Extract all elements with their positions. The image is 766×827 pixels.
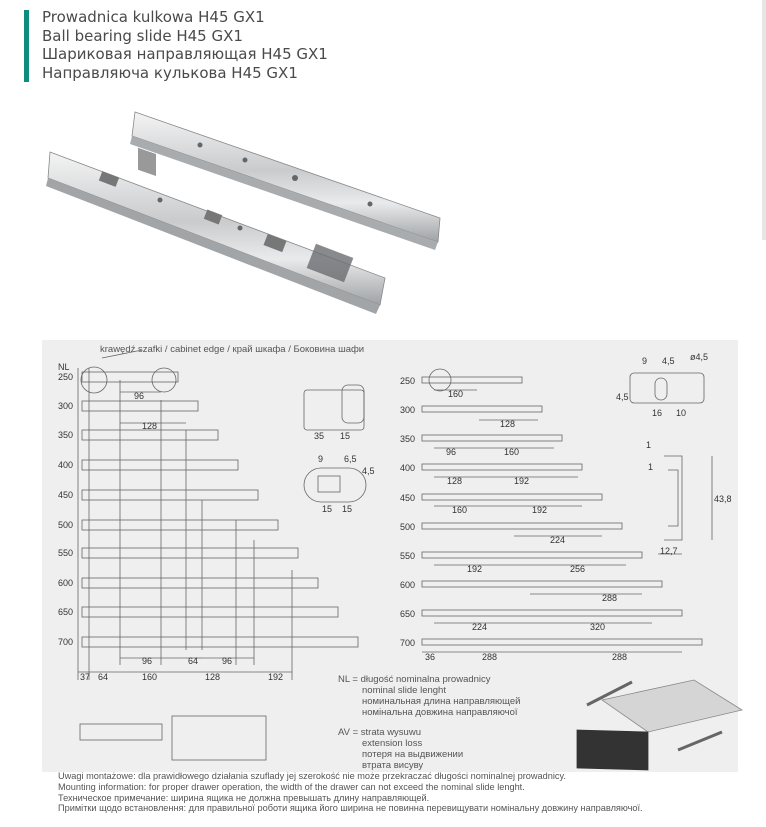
dimension-texts <box>80 352 732 682</box>
right-bar-350 <box>422 435 562 441</box>
dim-right-3: 160 <box>504 447 520 457</box>
left-nl-label-550: 550 <box>58 548 74 558</box>
dim-right-14: 36 <box>425 652 436 662</box>
dim-right-11: 288 <box>602 593 618 603</box>
detail-2 <box>304 468 366 502</box>
dim-profile-1: 1 <box>648 462 654 472</box>
dim-right-0: 160 <box>448 389 464 399</box>
inset-slide <box>80 724 162 740</box>
left-nl-label-650: 650 <box>58 607 74 617</box>
dim-left-top-0: 96 <box>134 391 145 401</box>
dim-left-row1-2: 96 <box>222 656 233 666</box>
dim-left-top-1: 128 <box>142 421 158 431</box>
edge-strip <box>762 0 766 240</box>
left-bar-600 <box>82 578 318 588</box>
dim-left-row2-1: 64 <box>98 672 109 682</box>
left-bar-700 <box>82 637 358 647</box>
left-bar-450 <box>82 490 258 500</box>
dim-left-row2-0: 37 <box>80 672 91 682</box>
dim-detail3-5: 10 <box>676 408 687 418</box>
right-nl-label-400: 400 <box>400 463 416 473</box>
left-bar-500 <box>82 520 278 530</box>
dim-profile-3: 12,7 <box>660 546 678 556</box>
right-bar-500 <box>422 523 622 529</box>
detail-1 <box>304 390 364 430</box>
dim-left-row2-2: 160 <box>142 672 158 682</box>
dim-right-8: 224 <box>550 535 566 545</box>
left-slide-bars <box>82 372 358 647</box>
dim-right-4: 128 <box>447 476 463 486</box>
dim-detail3-3: 4,5 <box>616 392 629 402</box>
mounting-notes <box>58 771 643 814</box>
dim-detail1-1: 15 <box>340 431 351 441</box>
dim-detail2-3: 15 <box>322 504 333 514</box>
left-nl-label-350: 350 <box>58 430 74 440</box>
dim-detail1-0: 35 <box>314 431 325 441</box>
dim-right-9: 192 <box>467 564 483 574</box>
left-nl-label-600: 600 <box>58 578 74 588</box>
left-bar-300 <box>82 401 198 411</box>
right-nl-label-300: 300 <box>400 405 416 415</box>
left-nl-label-300: 300 <box>58 401 74 411</box>
left-bar-550 <box>82 548 298 558</box>
legend-av: AV = strata wysuwu extension loss потеря на выдвижении втрата висуву <box>338 727 464 771</box>
right-nl-label-650: 650 <box>400 609 416 619</box>
title-ru: Шариковая направляющая H45 GX1 <box>42 45 328 64</box>
dim-detail2-2: 4,5 <box>362 466 375 476</box>
right-nl-label-450: 450 <box>400 493 416 503</box>
dim-right-5: 192 <box>514 476 530 486</box>
note-pl: Uwagi montażowe: dla prawidłowego działania szuflady jej szerokość nie może przekraczać długości nominalnej prowadnicy. <box>58 771 566 781</box>
profile-drawing <box>664 456 682 540</box>
dim-profile-2: 43,8 <box>714 494 732 504</box>
note-ru: Техническое примечание: ширина ящика не должна превышать длину направляющей. <box>58 792 430 803</box>
dim-detail3-0: 9 <box>642 356 648 366</box>
right-bar-600 <box>422 581 662 587</box>
right-nl-label-600: 600 <box>400 580 416 590</box>
note-en: Mounting information: for proper drawer operation, the width of the drawer can not exceed the nominal slide lenght. <box>58 781 525 792</box>
right-bar-250 <box>422 377 522 383</box>
dim-right-7: 192 <box>532 505 548 515</box>
right-bar-450 <box>422 494 602 500</box>
right-nl-label-550: 550 <box>400 551 416 561</box>
right-bar-550 <box>422 552 642 558</box>
product-photo <box>40 100 460 320</box>
right-bar-650 <box>422 610 682 616</box>
svg-text:NL: NL <box>58 362 70 372</box>
product-title-block <box>42 8 328 82</box>
dim-profile-0: 1 <box>646 440 652 450</box>
title-pl: Prowadnica kulkowa H45 GX1 <box>42 8 265 26</box>
dim-right-2: 96 <box>446 447 457 457</box>
dim-detail2-0: 9 <box>318 454 324 464</box>
title-ua: Направляюча кулькова H45 GX1 <box>42 63 298 82</box>
legend-nl: NL = długość nominalna prowadnicy nominal slide lenght номинальная длина направляющей номінальна довжина направляючої <box>338 674 521 718</box>
left-bar-250 <box>82 372 178 382</box>
left-bar-350 <box>82 430 218 440</box>
dim-left-row1-1: 64 <box>188 656 199 666</box>
dim-detail3-4: 16 <box>652 408 663 418</box>
note-ua: Примітки щодо встановлення: для правильної роботи ящика його ширина не повинна перевищувати номінальну довжину направляючої. <box>58 803 643 814</box>
right-nl-label-500: 500 <box>400 522 416 532</box>
left-bar-400 <box>82 460 238 470</box>
dim-left-row2-4: 192 <box>268 672 284 682</box>
nl-labels <box>58 362 415 648</box>
right-nl-label-700: 700 <box>400 638 416 648</box>
cabinet-edge-label: krawędź szafki / cabinet edge / край шкафа / Боковина шафи <box>100 344 365 355</box>
right-nl-label-250: 250 <box>400 376 416 386</box>
dim-right-12: 224 <box>472 622 488 632</box>
left-nl-label-400: 400 <box>58 460 74 470</box>
left-nl-label-450: 450 <box>58 490 74 500</box>
left-nl-label-700: 700 <box>58 637 74 647</box>
title-en: Ball bearing slide H45 GX1 <box>42 26 243 45</box>
left-nl-label-500: 500 <box>58 520 74 530</box>
dim-detail2-1: 6,5 <box>344 454 357 464</box>
accent-bar <box>24 10 29 82</box>
right-bar-400 <box>422 464 582 470</box>
right-bar-300 <box>422 406 542 412</box>
right-nl-label-350: 350 <box>400 434 416 444</box>
dim-right-15: 288 <box>482 652 498 662</box>
dim-right-1: 128 <box>500 419 516 429</box>
dim-left-row2-3: 128 <box>205 672 221 682</box>
dim-left-row1-0: 96 <box>142 656 153 666</box>
dim-right-10: 256 <box>570 564 586 574</box>
dim-detail3-2: ø4,5 <box>690 352 709 362</box>
left-nl-label-250: 250 <box>58 372 74 382</box>
dim-detail3-1: 4,5 <box>662 356 675 366</box>
dim-right-16: 288 <box>612 652 628 662</box>
dim-detail2-4: 15 <box>342 504 353 514</box>
right-bar-700 <box>422 639 702 645</box>
dim-right-6: 160 <box>452 505 468 515</box>
dim-right-13: 320 <box>590 622 606 632</box>
